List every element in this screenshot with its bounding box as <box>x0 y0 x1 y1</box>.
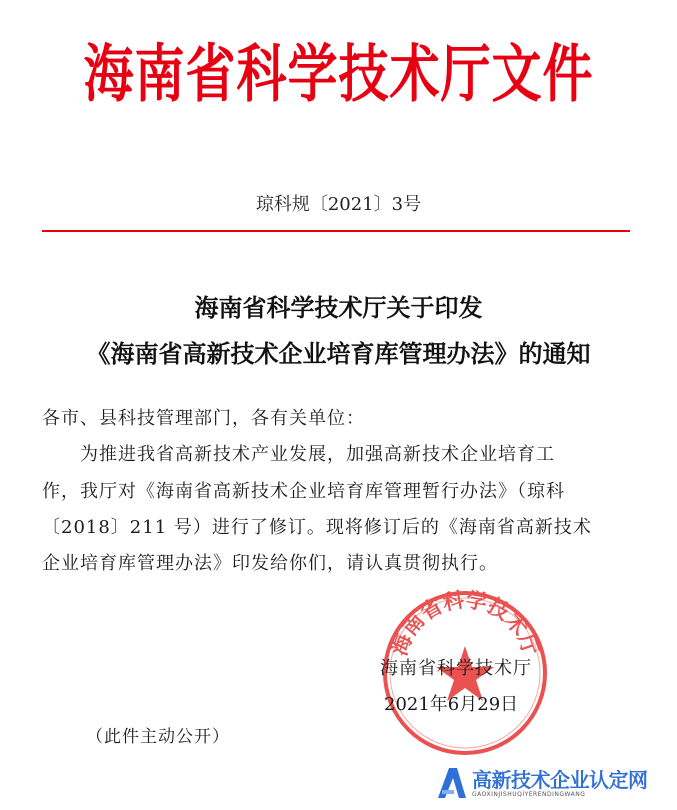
body-text-line: 作，我厅对《海南省高新技术企业培育库管理暂行办法》（琼科 <box>42 481 565 502</box>
red-divider-line <box>42 230 630 232</box>
notice-title-line1: 海南省科学技术厅关于印发 <box>194 293 483 322</box>
salutation: 各市、县科技管理部门，各有关单位： <box>42 408 365 429</box>
watermark-text: 高新技术企业认定网 <box>472 768 648 792</box>
body-text-line: 企业培育库管理办法》印发给你们，请认真贯彻执行。 <box>42 553 498 574</box>
seal-text: 海南省科学技术厅 <box>387 588 543 659</box>
body-text-line: 为推进我省高新技术产业发展，加强高新技术企业培育工 <box>80 444 555 465</box>
public-disclosure-note: （此件主动公开） <box>86 727 230 747</box>
document-header-title: 海南省科学技术厅文件 <box>83 37 594 111</box>
issuer-name: 海南省科学技术厅 <box>380 658 532 679</box>
watermark-logo-icon <box>436 766 466 800</box>
site-watermark <box>436 764 672 806</box>
body-text-line: 〔2018〕211 号）进行了修订。现将修订后的《海南省高新技术 <box>42 517 592 538</box>
notice-title-line2: 《海南省高新技术企业培育库管理办法》的通知 <box>86 339 591 368</box>
document-number: 琼科规〔2021〕3号 <box>255 194 422 215</box>
watermark-subtext: GAOXINJISHUQIYERENDINGWANG <box>472 791 586 798</box>
issue-date: 2021年6月29日 <box>384 694 519 715</box>
